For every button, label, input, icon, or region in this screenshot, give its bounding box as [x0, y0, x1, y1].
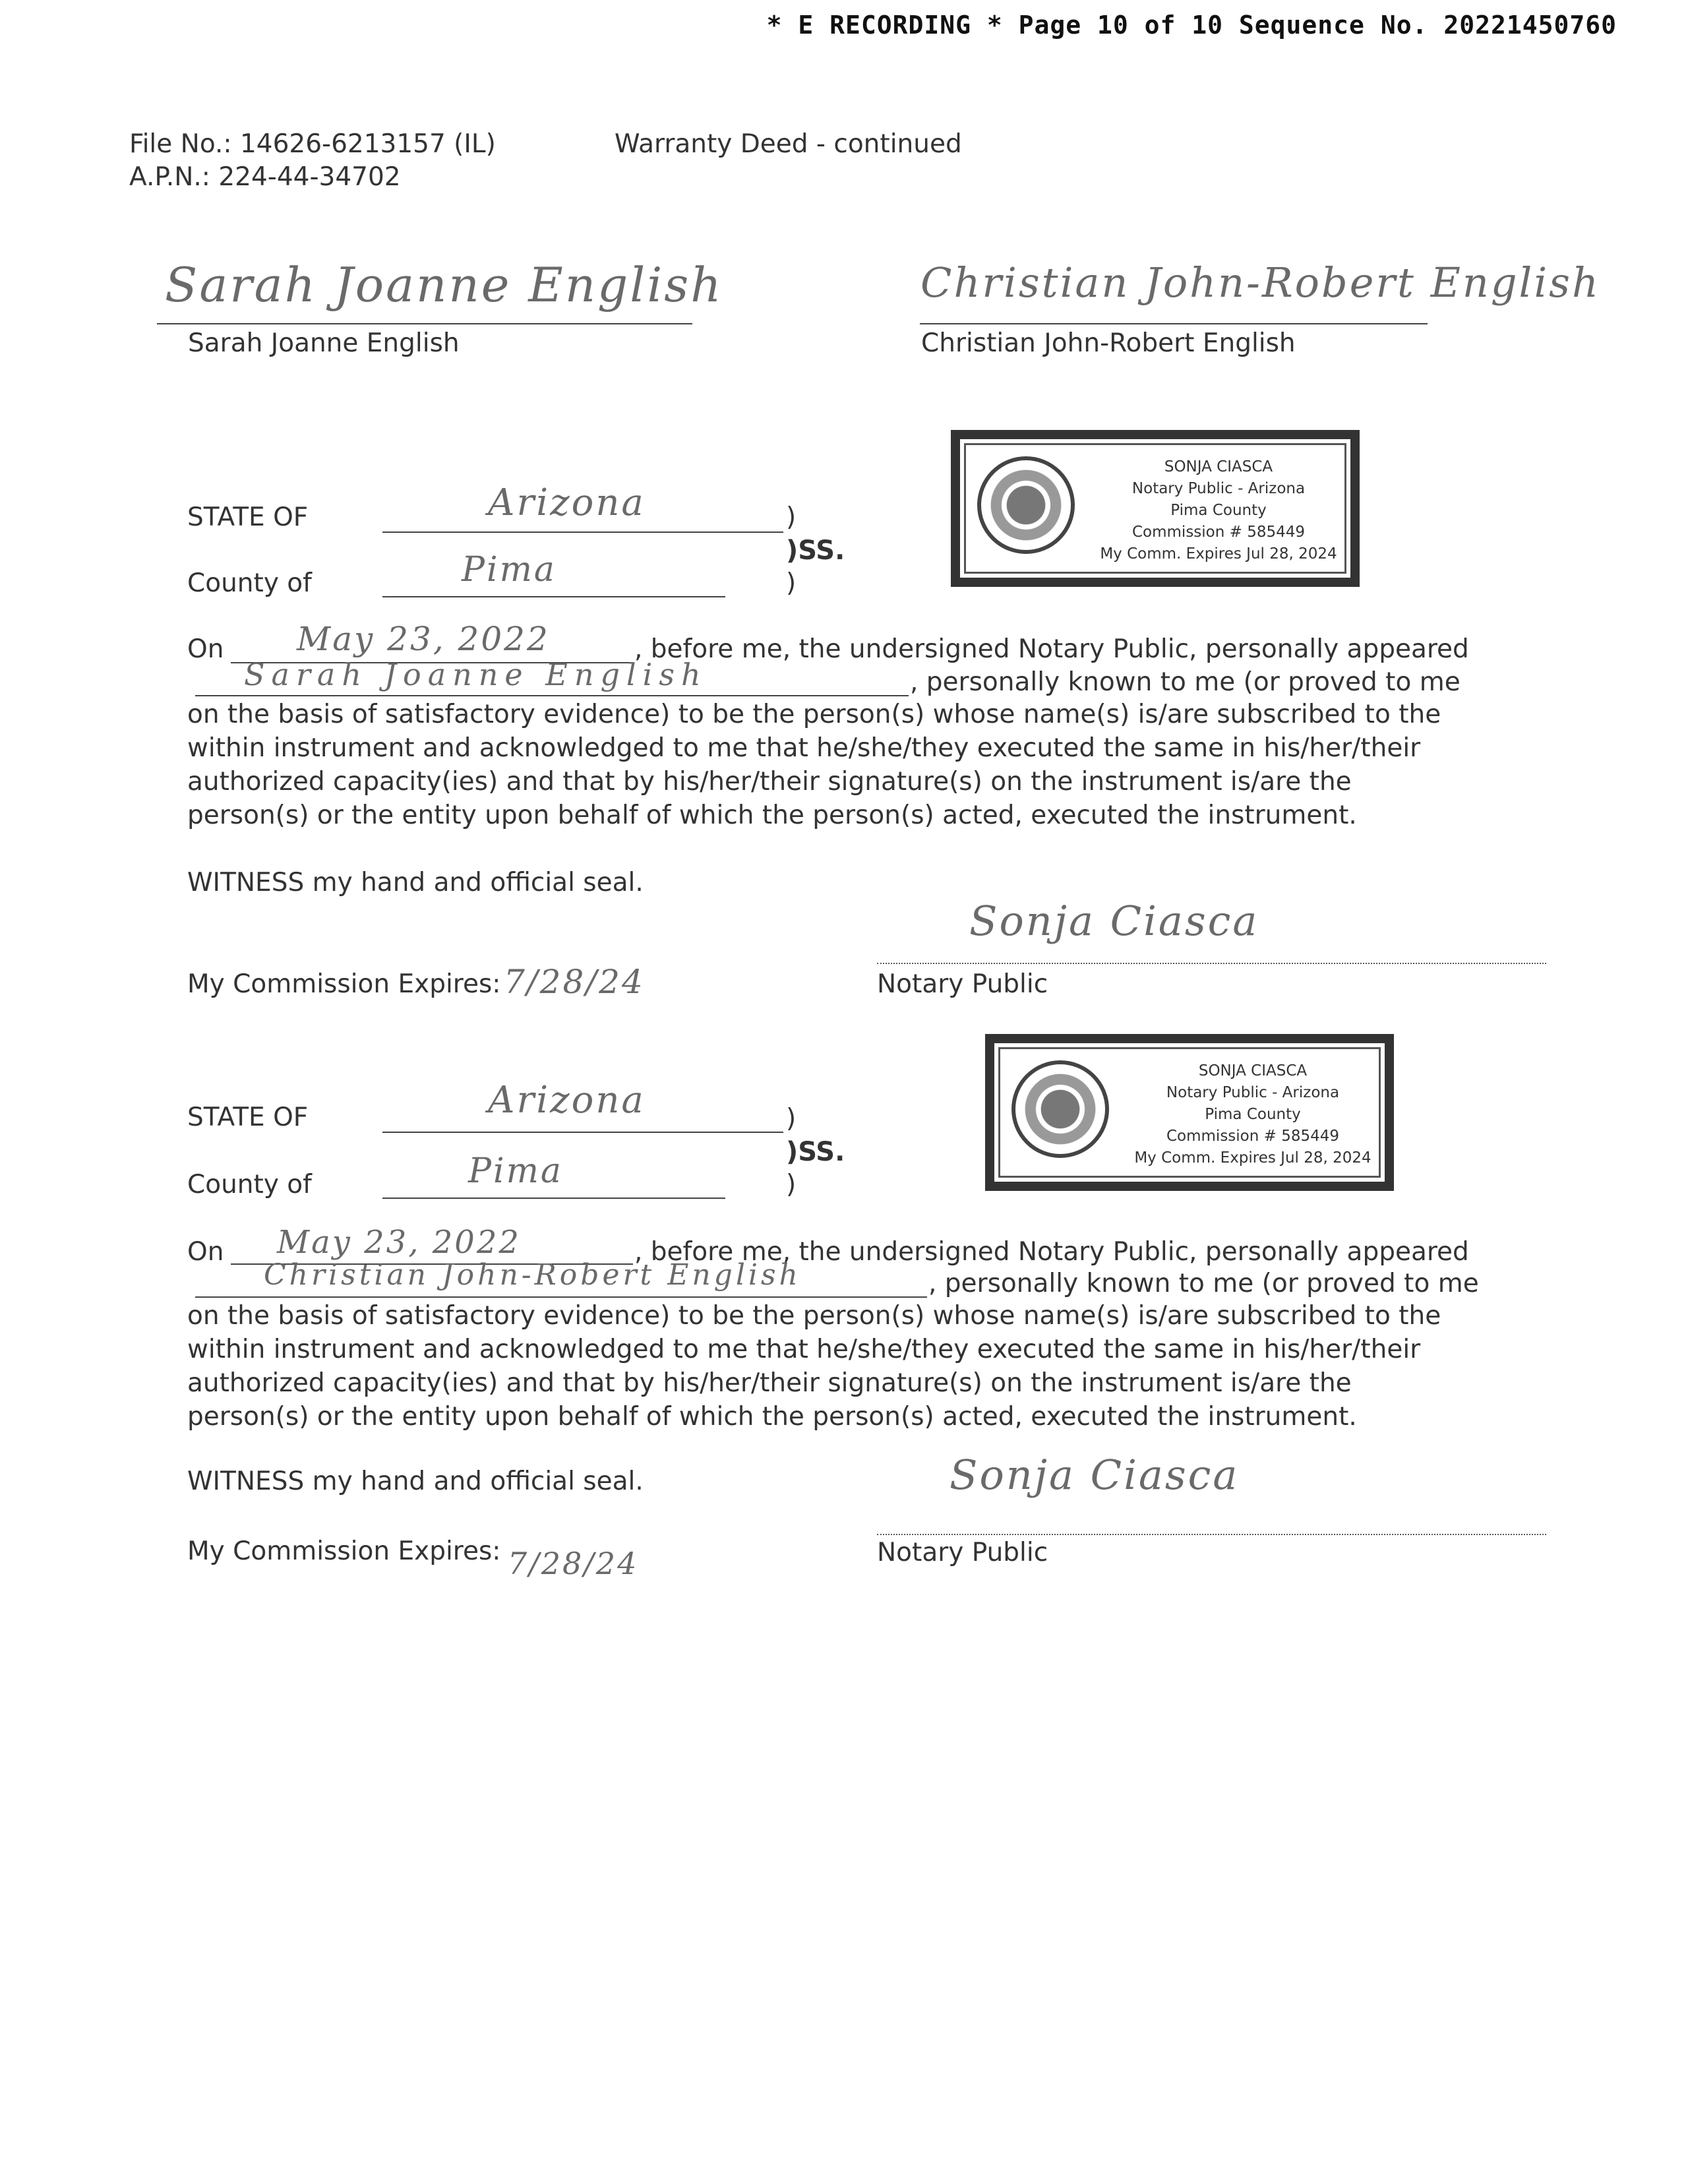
grantor-name-right: Christian John-Robert English — [921, 328, 1296, 358]
file-number: File No.: 14626-6213157 (IL) — [129, 129, 496, 159]
stamp-expires: My Comm. Expires Jul 28, 2024 — [1134, 1149, 1372, 1167]
state-seal-icon — [1011, 1060, 1109, 1158]
state-label: STATE OF — [187, 1103, 309, 1132]
apn-number: A.P.N.: 224-44-34702 — [129, 162, 401, 192]
appeared-text: , before me, the undersigned Notary Public, personally appeared — [634, 1237, 1469, 1267]
state-value: Arizona — [488, 481, 646, 524]
known-text: , personally known to me (or proved to me — [928, 1269, 1479, 1298]
ss-mark: )SS. — [786, 535, 845, 566]
stamp-title: Notary Public - Arizona — [1131, 480, 1306, 497]
person-line — [195, 1296, 927, 1298]
county-value: Pima — [462, 550, 557, 590]
commission-expires-value: 7/28/24 — [504, 963, 645, 1001]
appeared-text: , before me, the undersigned Notary Public, personally appeared — [634, 634, 1469, 664]
ack-date: May 23, 2022 — [277, 1224, 521, 1261]
state-value: Arizona — [488, 1079, 646, 1122]
stamp-text — [1100, 456, 1337, 565]
recording-header: * E RECORDING * Page 10 of 10 Sequence No. 20221450760 — [766, 11, 1617, 40]
stamp-text — [1134, 1060, 1372, 1169]
stamp-commission: Commission # 585449 — [1166, 1128, 1340, 1145]
county-value: Pima — [468, 1151, 563, 1191]
notary-signature-line — [877, 1534, 1546, 1535]
notary-signature: Sonja Ciasca — [969, 897, 1259, 945]
acknowledgment-body: on the basis of satisfactory evidence) to be the person(s) whose name(s) is/are subscribed to the within instrument and acknowledged to me that he/she/they executed the same in his/her/their authorized capacity(ies) and that by his/her/their signature(s) on the instrument is/are the person(s) or the entity upon behalf of which the person(s) acted, executed the instrument. — [187, 700, 1441, 830]
witness-text: WITNESS my hand and official seal. — [187, 1467, 644, 1496]
grantor-signature-left: Sarah Joanne English — [165, 257, 723, 313]
commission-expires-value: 7/28/24 — [508, 1546, 639, 1581]
person-line — [195, 695, 909, 696]
ack-date: May 23, 2022 — [297, 620, 550, 658]
ss-mark: )SS. — [786, 1137, 845, 1167]
signature-line-left — [157, 323, 692, 324]
paren-bottom: ) — [786, 568, 797, 598]
notary-signature: Sonja Ciasca — [950, 1451, 1240, 1499]
paren-top: ) — [786, 1104, 797, 1134]
grantor-name-left: Sarah Joanne English — [188, 328, 460, 358]
commission-expires-label: My Commission Expires: — [187, 1536, 501, 1566]
appeared-person: Sarah Joanne English — [244, 657, 708, 692]
state-label: STATE OF — [187, 502, 309, 532]
stamp-title: Notary Public - Arizona — [1166, 1084, 1340, 1101]
paren-bottom: ) — [786, 1170, 797, 1199]
grantor-signature-right: Christian John-Robert English — [920, 258, 1600, 307]
notary-label: Notary Public — [877, 969, 1048, 999]
on-label: On — [187, 1237, 224, 1267]
paren-top: ) — [786, 502, 797, 532]
appeared-person: Christian John-Robert English — [264, 1258, 801, 1292]
stamp-county: Pima County — [1170, 502, 1267, 519]
document-title: Warranty Deed - continued — [615, 129, 962, 159]
stamp-name: SONJA CIASCA — [1164, 458, 1273, 475]
state-seal-icon — [977, 456, 1075, 554]
acknowledgment-body: on the basis of satisfactory evidence) to be the person(s) whose name(s) is/are subscribed to the within instrument and acknowledged to me that he/she/they executed the same in his/her/their authorized capacity(ies) and that by his/her/their signature(s) on the instrument is/are the person(s) or the entity upon behalf of which the person(s) acted, executed the instrument. — [187, 1301, 1441, 1432]
notary-label: Notary Public — [877, 1538, 1048, 1567]
stamp-county: Pima County — [1205, 1106, 1301, 1123]
signature-line-right — [920, 323, 1428, 324]
county-label: County of — [187, 1170, 312, 1199]
county-line — [382, 596, 725, 597]
stamp-name: SONJA CIASCA — [1198, 1062, 1308, 1079]
state-line — [382, 531, 783, 533]
notary-stamp — [951, 430, 1360, 587]
witness-text: WITNESS my hand and official seal. — [187, 868, 644, 897]
notary-stamp — [985, 1034, 1394, 1191]
notary-signature-line — [877, 963, 1546, 964]
stamp-commission: Commission # 585449 — [1131, 524, 1306, 541]
on-label: On — [187, 634, 224, 664]
commission-expires-label: My Commission Expires: — [187, 969, 501, 999]
county-line — [382, 1198, 725, 1199]
county-label: County of — [187, 568, 312, 598]
state-line — [382, 1132, 783, 1133]
known-text: , personally known to me (or proved to me — [910, 667, 1461, 697]
stamp-expires: My Comm. Expires Jul 28, 2024 — [1100, 545, 1337, 562]
